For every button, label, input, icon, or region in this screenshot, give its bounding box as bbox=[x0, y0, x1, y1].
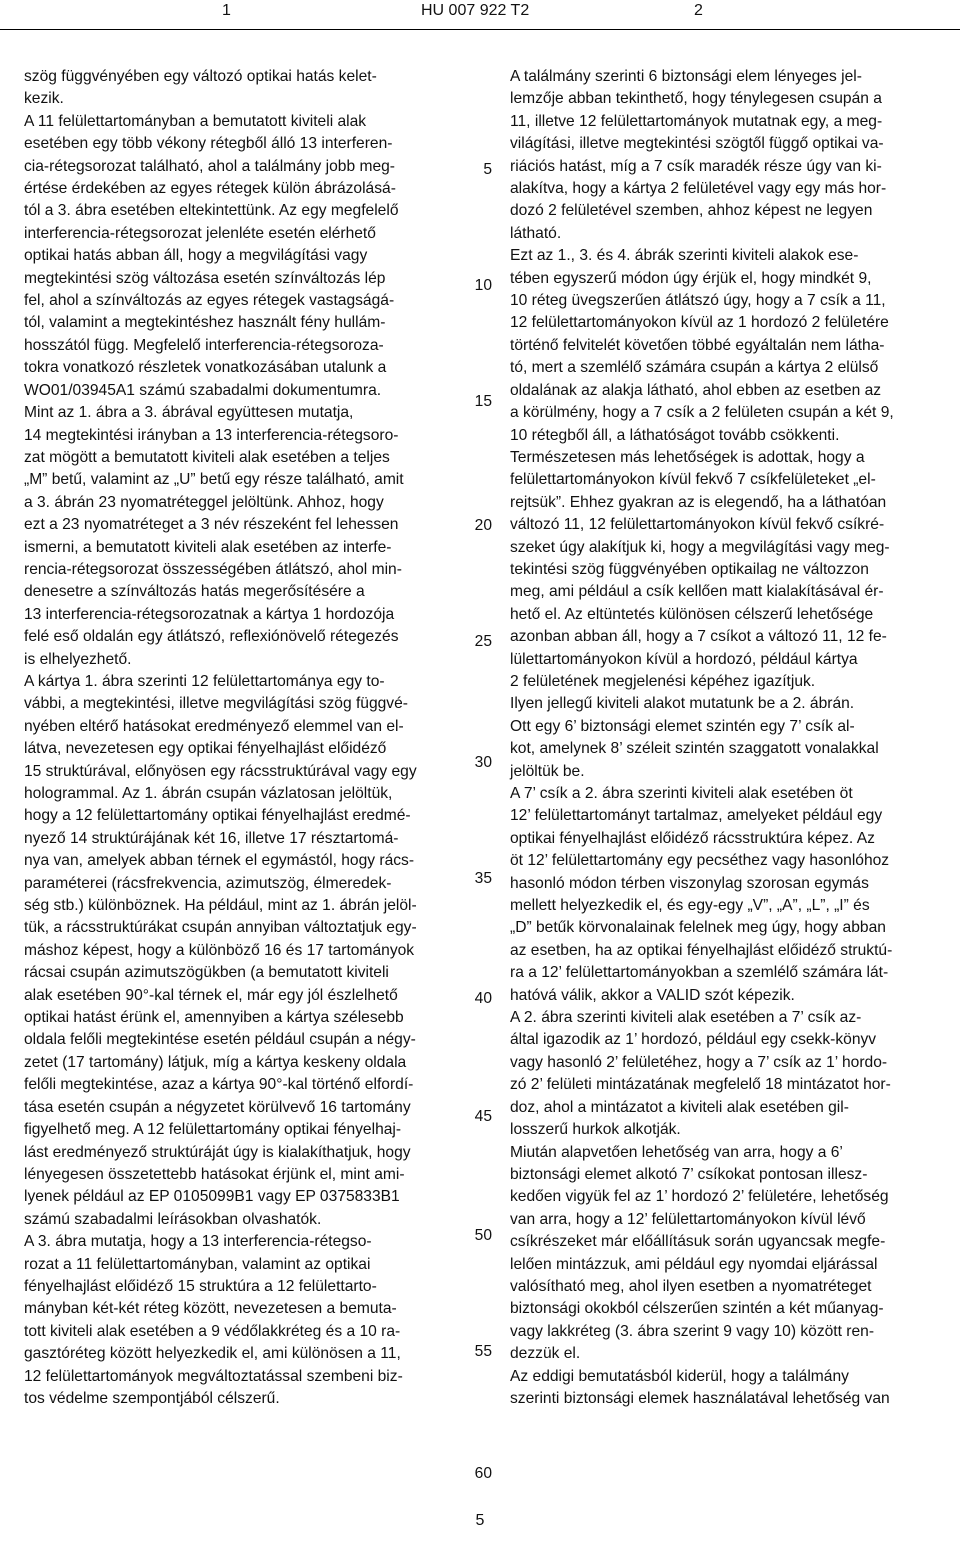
paragraph: A 3. ábra mutatja, hogy a 13 interferencia-rétegso- rozat a 11 felülettartományban, valamint az optikai fényelhajlást előidéző 15 struktúra a 12 felülettarto- mányban két-két réteg között, nevezetesen a bemuta- tott kiviteli alak esetében a 9 védőlakkréteg és a 10 ra- gasztóréteg között helyezkedik el, ami különösen a 11, 12 felülettartományok megváltoztatással szembeni biz- tos védelme szempontjából célszerű. bbox=[24, 1233, 403, 1407]
left-text-column bbox=[24, 66, 449, 1410]
paragraph: Ezt az 1., 3. és 4. ábrák szerinti kiviteli alakok ese- tében egyszerű módon úgy érjük el, hogy mindkét 9, 10 réteg üvegszerűen átlátszó úgy, hogy a 7 csík a 11, 12 felülettartományokon kívül az 1 hordozó 2 felületére történő felvitelét követően többé egyáltalán nem látha- tó, mert a szemlélő számára csupán a kártya 2 elülső oldalának az alakja látható, ahol ebben az esetben az a körülmény, hogy a 7 csík a 2 felületen csupán a két 9, 10 rétegből áll, a láthatóságot tovább csökkenti. bbox=[510, 247, 894, 444]
paragraph: A találmány szerinti 6 biztonsági elem lényeges jel- lemzője abban tekinthető, hogy ténylegesen csupán a 11, illetve 12 felülettartományok mutatnak egy, a meg- világítási, illetve megtekintési szögtől függő optikai va- riációs hatást, míg a 7 csík maradék része úgy van ki- alakítva, hogy a kártya 2 felületével vagy egy más hor- dozó 2 felületével szemben, ahhoz képest ne legyen látható. bbox=[510, 68, 887, 242]
paragraph: Az eddigi bemutatásból kiderül, hogy a találmány szerinti biztonsági elemek használatával lehetőség van bbox=[510, 1367, 890, 1407]
line-number: 30 bbox=[474, 754, 492, 771]
right-text-column bbox=[510, 66, 950, 1410]
paragraph: A 11 felülettartományban a bemutatott kiviteli alak esetében egy több vékony rétegből álló 13 interferen- cia-rétegsorozat található, ahol a találmány jobb meg- értése érdekében az egyes rétegek külön ábrázolásá- tól a 3. ábra esetében eltekintettünk. Az egy megfelelő interferencia-rétegsorozat jelenléte esetén elérhető optikai hatás abban áll, hogy a megvilágítási vagy megtekintési szög változása esetén színváltozás lép fel, ahol a színváltozás az egyes rétegek vastagságá- tól, valamint a megtekintéshez használt fény hullám- hosszától függ. Megfelelő interferencia-rétegsoroza- tokra vonatkozó részletek vonatkozásában utalunk a WO01/03945A1 számú szabadalmi dokumentumra. bbox=[24, 112, 399, 399]
line-number: 40 bbox=[474, 990, 492, 1007]
paragraph: szög függvényében egy változó optikai hatás kelet- kezik. bbox=[24, 68, 377, 108]
left-page-number: 1 bbox=[222, 2, 231, 19]
line-number: 45 bbox=[474, 1108, 492, 1125]
line-number: 15 bbox=[474, 393, 492, 410]
line-number: 25 bbox=[474, 633, 492, 650]
paragraph: A 2. ábra szerinti kiviteli alak esetében a 7’ csík az- által igazodik az 1’ hordozó, például egy csekk-könyv vagy hasonló 2’ felületéhez, hogy a 7’ csík az 1’ hordo- zó 2’ felületi mintázatának megfelelő 18 mintázatot hor- doz, ahol a mintázatot a kiviteli alak esetében gil- losszerű hurkok alkotják. bbox=[510, 1009, 891, 1139]
line-number: 5 bbox=[483, 161, 492, 178]
line-number: 35 bbox=[474, 870, 492, 887]
line-number: 50 bbox=[474, 1227, 492, 1244]
right-page-number: 2 bbox=[694, 2, 703, 19]
line-number: 10 bbox=[474, 277, 492, 294]
paragraph: A kártya 1. ábra szerinti 12 felülettartománya egy to- vábbi, a megtekintési, illetve megvilágítási szög függvé- nyében eltérő hatásokat eredményező elemmel van el- látva, nevezetesen egy optikai fényelhajlást előidéző 15 struktúrával, előnyösen egy rácsstruktúrával vagy egy hologrammal. Az 1. ábrán csupán vázlatosan jelöltük, hogy a 12 felülettartomány optikai fényelhajlást eredmé- nyező 14 struktúrájának két 16, illetve 17 résztartomá- nya van, amelyek abban térnek el egymástól, hogy rács- paraméterei (rácsfrekvencia, azimutszög, élmeredek- ség stb.) különböznek. Ha például, mint az 1. ábrán jelöl- tük, a rácsstruktúrákat csupán annyiban változtatjuk egy- máshoz képest, hogy a különböző 16 és 17 tartományok rácsai csupán azimutszögükben (a bemutatott kiviteli alak esetében 90°-kal térnek el, már egy jól észlelhető optikai hatást érünk el, amennyiben a kártya szélesebb oldala felőli megtekintése esetén például csupán a négy- zetet (17 tartomány) látjuk, míg a kártya keskeny oldala felőli megtekintése, azaz a kártya 90°-kal történő elfordí- tása esetén csupán a négyzetet körülvevő 16 tartomány figyelhető meg. A 12 felülettartomány optikai fényelhaj- lást eredményező struktúráját úgy is kialakíthatjuk, hogy lényegesen összetettebb hatásokat érjünk el, mint ami- lyenek például az EP 0105099B1 vagy EP 0375833B1 számú szabadalmi leírásokban olvashatók. bbox=[24, 672, 417, 1228]
paragraph: Természetesen más lehetőségek is adottak, hogy a felülettartományokon kívül fekvő 7 csíkfelületeket „el- rejtsük”. Ehhez gyakran az is elegendő, ha a láthatóan változó 11, 12 felülettartományokon kívül fekvő csíkré- szeket úgy alakítjuk ki, hogy a megvilágítási vagy meg- tekintési szög függvényében optikailag ne változzon meg, ami például a csík kellően matt kialakításával ér- hető el. Az eltüntetés különösen célszerű lehetősége azonban abban áll, hogy a 7 csíkot a változó 11, 12 fe- lülettartományokon kívül a hordozó, például kártya 2 felületének megjelenési képéhez igazítjuk. bbox=[510, 448, 890, 690]
paragraph: Mint az 1. ábra a 3. ábrával együttesen mutatja, 14 megtekintési irányban a 13 interferencia-rétegsoro- zat mögött a bemutatott kiviteli alak esetében a teljes „M” betű, valamint az „U” betű egy része található, amit a 3. ábrán 23 nyomatréteggel jelöltünk. Ahhoz, hogy ezt a 23 nyomatréteget a 3 név részeként fel lehessen ismerni, a bemutatott kiviteli alak esetében az interfe- rencia-rétegsorozat összességében átlátszó, ahol min- denesetre a színváltozás hatás megerősítésére a 13 interferencia-rétegsorozatnak a kártya 1 hordozója felé eső oldalán egy átlátszó, reflexiónövelő rétegezés is elhelyezhető. bbox=[24, 404, 404, 668]
paragraph: A 7’ csík a 2. ábra szerinti kiviteli alak esetében öt 12’ felülettartományt tartalmaz, amelyeket például egy optikai fényelhajlást előidéző rácsstruktúra képez. Az öt 12’ felülettartomány egy pecséthez vagy hasonlóhoz hasonló módon térben viszonylag szorosan egymás mellett helyezkedik el, és egy-egy „V”, „A”, „L”, „I” és „D” betűk körvonalainak felelnek meg úgy, hogy abban az esetben, ha az optikai fényelhajlást előidéző struktú- ra a 12’ felülettartományokban a szemlélő számára lát- hatóvá válik, akkor a VALID szót képezik. bbox=[510, 785, 893, 1004]
paragraph: Ilyen jellegű kiviteli alakot mutatunk be a 2. ábrán. bbox=[510, 695, 855, 713]
page-footer bbox=[0, 1512, 960, 1530]
line-number: 60 bbox=[474, 1465, 492, 1482]
document-id: HU 007 922 T2 bbox=[421, 2, 530, 19]
line-number: 20 bbox=[474, 517, 492, 534]
line-numbers bbox=[440, 0, 492, 1541]
paragraph: Ott egy 6’ biztonsági elemet szintén egy 7’ csík al- kot, amelynek 8’ széleit szintén szaggatott vonalakkal jelöltük be. bbox=[510, 717, 879, 780]
footer-page-number: 5 bbox=[475, 1512, 485, 1529]
line-number: 55 bbox=[474, 1343, 492, 1360]
paragraph: Miután alapvetően lehetőség van arra, hogy a 6’ biztonsági elemet alkotó 7’ csíkokat pontosan illesz- kedően vigyük fel az 1’ hordozó 2’ felületére, lehetőség van arra, hogy a 12’ felülettartományokon kívül lévő csíkrészeket már előállításuk során ugyancsak megfe- lelően mintázzuk, ami például egy nyomdai eljárással valósítható meg, ahol ilyen esetben a nyomatréteget biztonsági okokból célszerűen szintén a két műanyag- vagy lakkréteg (3. ábra szerint 9 vagy 10) között ren- dezzük el. bbox=[510, 1143, 889, 1363]
